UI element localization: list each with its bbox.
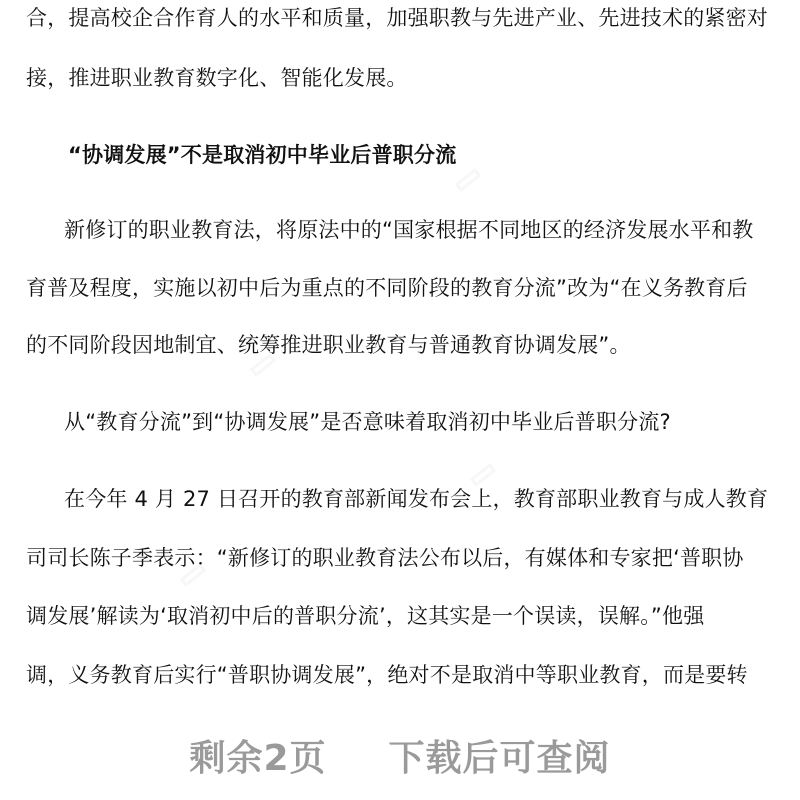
download-to-view-label[interactable]: 下载后可查阅	[388, 738, 611, 779]
paragraph-line: 合，提高校企合作育人的水平和质量，加强职教与先进产业、先进技术的紧密对	[26, 6, 768, 30]
section-heading: “协调发展”不是取消初中毕业后普职分流	[68, 143, 457, 167]
paragraph-line: 司司长陈子季表示：“新修订的职业教育法公布以后，有媒体和专家把‘普职协	[26, 546, 744, 570]
paragraph-line: 接，推进职业教育数字化、智能化发展。	[26, 66, 408, 90]
paragraph-line: 的不同阶段因地制宜、统筹推进职业教育与普通教育协调发展”。	[26, 333, 631, 357]
paragraph-line: 从“教育分流”到“协调发展”是否意味着取消初中毕业后普职分流?	[64, 410, 671, 434]
download-prompt[interactable]	[0, 734, 800, 784]
paragraph-line: 新修订的职业教育法，将原法中的“国家根据不同地区的经济发展水平和教	[64, 218, 754, 242]
paragraph-line: 调发展’解读为‘取消初中后的普职分流’，这其实是一个误读，误解。”他强	[26, 604, 705, 628]
paragraph-line: 育普及程度，实施以初中后为重点的不同阶段的教育分流”改为“在义务教育后	[26, 276, 748, 300]
paragraph-line: 在今年 4 月 27 日召开的教育部新闻发布会上，教育部职业教育与成人教育	[64, 487, 769, 511]
watermark	[455, 168, 482, 192]
remaining-pages-label: 剩余2页	[189, 738, 327, 779]
paragraph-line: 调，义务教育后实行“普职协调发展”，绝对不是取消中等职业教育，而是要转	[26, 663, 748, 687]
